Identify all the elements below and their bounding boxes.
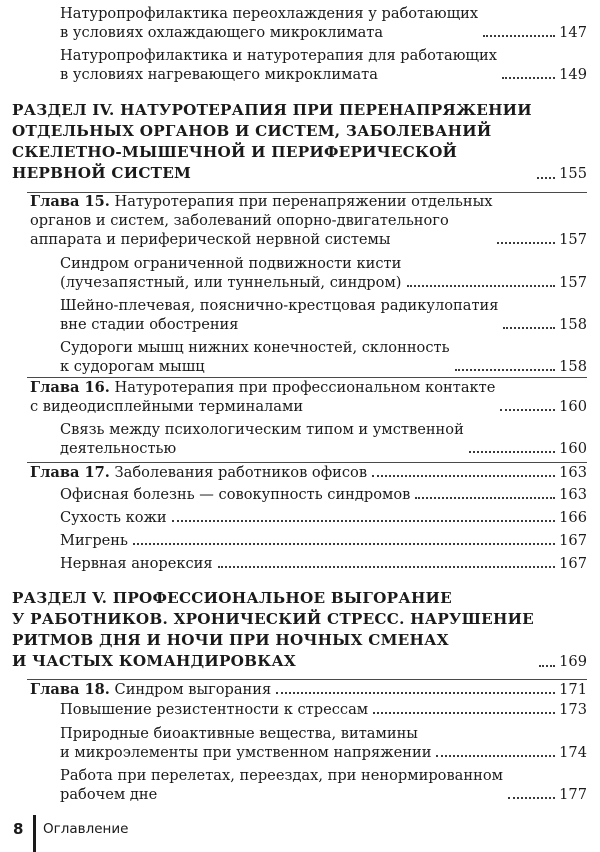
footer-divider — [33, 815, 36, 852]
toc-entry-anorexia — [60, 554, 587, 573]
entry-text-line: Сухость кожи — [60, 509, 167, 526]
section-title-line: СКЕЛЕТНО-МЫШЕЧНОЙ И ПЕРИФЕРИЧЕСКОЙ — [12, 143, 458, 161]
dot-leader — [415, 496, 555, 499]
toc-entry-psych-type — [60, 420, 587, 458]
section-title-line: НЕРВНОЙ СИСТЕМ — [12, 164, 192, 182]
toc-entry-overcooling — [60, 4, 587, 42]
page-footer — [0, 815, 600, 852]
section-title-line: У РАБОТНИКОВ. ХРОНИЧЕСКИЙ СТРЕСС. НАРУШЕНИЕ — [12, 610, 534, 628]
entry-text-line: Мигрень — [60, 532, 128, 549]
dot-leader — [539, 664, 555, 667]
entry-text-line: Работа при перелетах, переездах, при ненормированном — [60, 767, 503, 784]
entry-text-line: (лучезапястный, или туннельный, синдром) — [60, 274, 402, 291]
page-number: 173 — [559, 701, 587, 718]
entry-text-line: Природные биоактивные вещества, витамины — [60, 725, 418, 742]
toc-chapter-16 — [30, 378, 587, 416]
section-title-line: РАЗДЕЛ IV. НАТУРОТЕРАПИЯ ПРИ ПЕРЕНАПРЯЖЕНИИ — [12, 101, 532, 119]
dot-leader — [455, 368, 556, 371]
dot-leader — [172, 519, 555, 522]
chapter-title-line — [30, 463, 367, 482]
running-footer-label: Оглавление — [43, 821, 129, 837]
page-number: 149 — [559, 66, 587, 83]
dot-leader — [373, 711, 555, 714]
entry-text-line: в условиях охлаждающего микроклимата — [60, 24, 384, 41]
dot-leader — [508, 796, 555, 799]
page-number: 157 — [559, 274, 587, 291]
page-number: 177 — [559, 786, 587, 803]
chapter-label: Глава 16. — [30, 379, 110, 396]
toc-section-iv — [12, 100, 587, 184]
toc-entry-travel-work — [60, 766, 587, 804]
toc-entry-office-disease — [60, 485, 587, 504]
entry-text-line: к судорогам мышц — [60, 358, 205, 375]
chapter-label: Глава 17. — [30, 464, 110, 481]
toc-entry-wrist-syndrome — [60, 254, 587, 292]
toc-entry-dry-skin — [60, 508, 587, 527]
entry-text-line: деятельностью — [60, 440, 177, 457]
section-title-line: РИТМОВ ДНЯ И НОЧИ ПРИ НОЧНЫХ СМЕНАХ — [12, 631, 449, 649]
page-number: 160 — [559, 398, 587, 415]
toc-chapter-18 — [30, 680, 587, 699]
section-title-line: ОТДЕЛЬНЫХ ОРГАНОВ И СИСТЕМ, ЗАБОЛЕВАНИЙ — [12, 122, 492, 140]
toc-entry-bioactive — [60, 724, 587, 762]
page-number: 166 — [559, 509, 587, 526]
page-number: 160 — [559, 440, 587, 457]
chapter-title-text: Натуротерапия при профессиональном контакте — [109, 379, 496, 396]
chapter-title-line: аппарата и периферической нервной системы — [30, 231, 391, 248]
entry-text-line: рабочем дне — [60, 786, 158, 803]
dot-leader — [502, 76, 555, 79]
dot-leader — [133, 542, 555, 545]
page-number: 171 — [559, 681, 587, 698]
entry-text-line: вне стадии обострения — [60, 316, 239, 333]
entry-text-line: Шейно-плечевая, пояснично-крестцовая радикулопатия — [60, 297, 499, 314]
dot-leader — [483, 34, 555, 37]
entry-text-line: Синдром ограниченной подвижности кисти — [60, 255, 402, 272]
dot-leader — [469, 450, 555, 453]
toc-chapter-17 — [30, 463, 587, 482]
entry-text-line: Офисная болезнь — совокупность синдромов — [60, 486, 411, 503]
page-number: 169 — [559, 653, 587, 670]
page-number: 157 — [559, 231, 587, 248]
page-number: 158 — [559, 316, 587, 333]
chapter-title-line: с видеодисплейными терминалами — [30, 398, 304, 415]
entry-text-line: в условиях нагревающего микроклимата — [60, 66, 378, 83]
entry-text-line: Связь между психологическим типом и умственной — [60, 421, 464, 438]
toc-entry-stress-resistance — [60, 700, 587, 719]
page-number: 155 — [559, 165, 587, 182]
toc-entry-heating — [60, 46, 587, 84]
page-number: 167 — [559, 532, 587, 549]
chapter-title-line — [30, 680, 271, 699]
page-number: 147 — [559, 24, 587, 41]
chapter-title-text: Заболевания работников офисов — [109, 464, 368, 481]
page-number: 163 — [559, 486, 587, 503]
dot-leader — [497, 241, 555, 244]
toc-entry-cramps — [60, 338, 587, 376]
dot-leader — [503, 326, 555, 329]
toc-entry-radiculopathy — [60, 296, 587, 334]
chapter-title-text: Синдром выгорания — [109, 681, 272, 698]
dot-leader — [276, 691, 555, 694]
chapter-title-line — [30, 378, 495, 397]
dot-leader — [436, 754, 555, 757]
page-number: 163 — [559, 464, 587, 481]
page-number: 167 — [559, 555, 587, 572]
section-title-line: РАЗДЕЛ V. ПРОФЕССИОНАЛЬНОЕ ВЫГОРАНИЕ — [12, 589, 452, 607]
entry-text-line: Натуропрофилактика переохлаждения у работающих — [60, 5, 479, 22]
entry-text-line: и микроэлементы при умственном напряжении — [60, 744, 432, 761]
page-number: 174 — [559, 744, 587, 761]
chapter-title-line: органов и систем, заболеваний опорно-двигательного — [30, 212, 449, 229]
chapter-title-line — [30, 192, 492, 211]
toc-entry-migraine — [60, 531, 587, 550]
chapter-label: Глава 15. — [30, 193, 110, 210]
chapter-label: Глава 18. — [30, 681, 110, 698]
toc-chapter-15 — [30, 192, 587, 249]
dot-leader — [372, 474, 555, 477]
page-number: 158 — [559, 358, 587, 375]
entry-text-line: Натуропрофилактика и натуротерапия для работающих — [60, 47, 497, 64]
toc-section-v — [12, 588, 587, 672]
entry-text-line: Судороги мышц нижних конечностей, склонность — [60, 339, 450, 356]
dot-leader — [407, 284, 556, 287]
dot-leader — [500, 408, 555, 411]
folio-page-number: 8 — [13, 820, 24, 838]
entry-text-line: Нервная анорексия — [60, 555, 213, 572]
dot-leader — [537, 176, 555, 179]
chapter-title-text: Натуротерапия при перенапряжении отдельных — [109, 193, 493, 210]
entry-text-line: Повышение резистентности к стрессам — [60, 701, 369, 718]
section-title-line: И ЧАСТЫХ КОМАНДИРОВКАХ — [12, 652, 296, 670]
dot-leader — [218, 565, 556, 568]
